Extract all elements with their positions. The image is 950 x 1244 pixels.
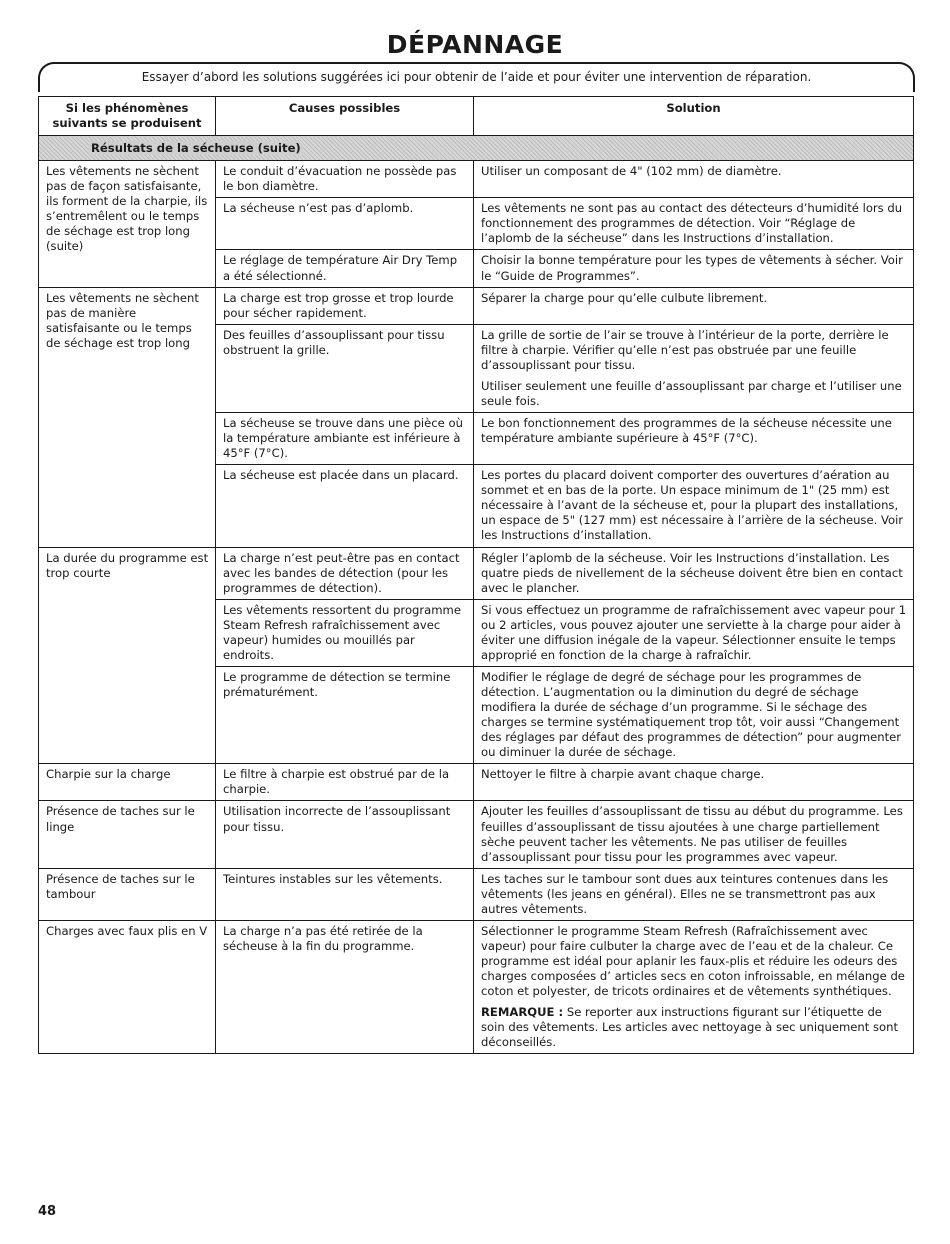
section-title: Résultats de la sécheuse (suite)	[91, 140, 301, 155]
solution-cell	[474, 920, 914, 1054]
solution-text: Les vêtements ne sont pas au contact des détecteurs d’humidité lors du fonctionnement des programmes de détection. Voir “Réglage de l’aplomb de la sécheuse” dans les Instructions d’installation.	[481, 201, 903, 246]
solution-text: La grille de sortie de l’air se trouve à l’intérieur de la porte, derrière le filtre à charpie. Vérifier qu’elle n’est pas obstruée par une feuille d’assouplissant pour tissu.	[481, 327, 889, 372]
table-header-row	[39, 97, 914, 136]
solution-cell	[474, 666, 914, 763]
solution-cell	[474, 413, 914, 465]
solution-cell	[474, 764, 914, 801]
solution-text: Utiliser seulement une feuille d’assouplissant par charge et l’utiliser une seule fois.	[481, 378, 902, 408]
solution-text: Nettoyer le filtre à charpie avant chaque charge.	[481, 767, 765, 782]
symptom-cell: Charpie sur la charge	[39, 764, 216, 801]
symptom-cell: Les vêtements ne sèchent pas de façon satisfaisante, ils forment de la charpie, ils s’entremêlent ou le temps de séchage est trop long (suite)	[39, 161, 216, 287]
symptom-cell: Présence de taches sur le linge	[39, 801, 216, 868]
solution-cell	[474, 198, 914, 250]
solution-text: Modifier le réglage de degré de séchage pour les programmes de détection. L’augmentation ou la diminution du degré de séchage modifiera la durée de séchage d’un programme. Si le séchage des charges se termine systématiquement trop tôt, voir aussi “Changement des réglages par défaut des programmes de détection” pour augmenter ou diminuer la durée de séchage.	[481, 669, 902, 760]
solution-cell	[474, 324, 914, 412]
cause-cell: La sécheuse n’est pas d’aplomb.	[216, 198, 474, 250]
table-row	[39, 868, 914, 920]
page-title: DÉPANNAGE	[386, 30, 564, 59]
section-title-cell	[39, 136, 914, 161]
header-cause: Causes possibles	[216, 97, 474, 136]
cause-cell: Le programme de détection se termine prématurément.	[216, 666, 474, 763]
cause-cell: Le réglage de température Air Dry Temp a été sélectionné.	[216, 250, 474, 287]
table-row	[39, 547, 914, 599]
cause-cell: La sécheuse est placée dans un placard.	[216, 465, 474, 547]
solution-text: Les taches sur le tambour sont dues aux teintures contenues dans les vêtements (les jeans en général). Elles ne se transmettront pas aux autres vêtements.	[481, 871, 889, 916]
cause-cell: La charge est trop grosse et trop lourde pour sécher rapidement.	[216, 287, 474, 324]
table-row	[39, 161, 914, 198]
table-row	[39, 764, 914, 801]
cause-cell: Des feuilles d’assouplissant pour tissu obstruent la grille.	[216, 324, 474, 412]
symptom-cell: Présence de taches sur le tambour	[39, 868, 216, 920]
troubleshooting-table	[38, 96, 914, 1054]
solution-text: Choisir la bonne température pour les types de vêtements à sécher. Voir le “Guide de Programmes”.	[481, 253, 903, 283]
table-row	[39, 801, 914, 868]
symptom-cell: La durée du programme est trop courte	[39, 547, 216, 764]
cause-cell: Utilisation incorrecte de l’assouplissant pour tissu.	[216, 801, 474, 868]
table-row	[39, 920, 914, 1054]
header-solution: Solution	[474, 97, 914, 136]
cause-cell: La charge n’a pas été retirée de la sécheuse à la fin du programme.	[216, 920, 474, 1054]
solution-cell	[474, 250, 914, 287]
solution-text: Ajouter les feuilles d’assouplissant de tissu au début du programme. Les feuilles d’assouplissant de tissu ajoutées à une charge partiellement sèche peuvent tacher les vêtements. Ne pas utiliser de feuilles d’assouplissant pour tissu pour les programmes avec vapeur.	[481, 804, 903, 864]
cause-cell: Teintures instables sur les vêtements.	[216, 868, 474, 920]
cause-cell: La sécheuse se trouve dans une pièce où la température ambiante est inférieure à 45°F (7°C).	[216, 413, 474, 465]
solution-text: Si vous effectuez un programme de rafraîchissement avec vapeur pour 1 ou 2 articles, vous pouvez ajouter une serviette à la charge pour aider à éviter une diffusion inégale de la vapeur. Sélectionner ensuite le temps approprié en fonction de la charge à rafraîchir.	[481, 602, 907, 662]
solution-cell	[474, 465, 914, 547]
solution-cell	[474, 599, 914, 666]
symptom-cell: Charges avec faux plis en V	[39, 920, 216, 1054]
cause-cell: Le conduit d’évacuation ne possède pas le bon diamètre.	[216, 161, 474, 198]
remarque-note	[481, 1005, 907, 1050]
cause-cell: Le filtre à charpie est obstrué par de la charpie.	[216, 764, 474, 801]
cause-cell: Les vêtements ressortent du programme Steam Refresh rafraîchissement avec vapeur) humides ou mouillés par endroits.	[216, 599, 474, 666]
solution-cell	[474, 801, 914, 868]
solution-text: Utiliser un composant de 4" (102 mm) de diamètre.	[481, 164, 782, 179]
remarque-text: Se reporter aux instructions figurant sur l’étiquette de soin des vêtements. Les articles avec nettoyage à sec uniquement sont déconseillés.	[481, 1005, 898, 1050]
section-row	[39, 136, 914, 161]
solution-cell	[474, 161, 914, 198]
page-number: 48	[38, 1204, 57, 1219]
solution-text: Sélectionner le programme Steam Refresh (Rafraîchissement avec vapeur) pour faire culbuter la charge avec de l’eau et de la chaleur. Ce programme est idéal pour aplanir les faux-plis et réduire les odeurs des charges composées d’ articles secs en coton infroissable, en mélange de coton et polyester, de tricots ordinaires et de vêtements synthétiques.	[481, 923, 905, 999]
intro-text: Essayer d’abord les solutions suggérées ici pour obtenir de l’aide et pour éviter une intervention de réparation.	[141, 70, 812, 84]
solution-text: Les portes du placard doivent comporter des ouvertures d’aération au sommet et en bas de la porte. Un espace minimum de 1" (25 mm) est nécessaire à l’avant de la sécheuse et, pour la plupart des installations, un espace de 5" (127 mm) est nécessaire à l’arrière de la sécheuse. Voir les Instructions d’installation.	[481, 468, 904, 543]
cause-cell: La charge n’est peut-être pas en contact avec les bandes de détection (pour les programmes de détection).	[216, 547, 474, 599]
remarque-label: REMARQUE :	[481, 1005, 564, 1020]
solution-cell	[474, 868, 914, 920]
solution-text: Régler l’aplomb de la sécheuse. Voir les Instructions d’installation. Les quatre pieds de nivellement de la sécheuse doivent être bien en contact avec le plancher.	[481, 550, 903, 595]
solution-cell	[474, 287, 914, 324]
symptom-cell: Les vêtements ne sèchent pas de manière satisfaisante ou le temps de séchage est trop long	[39, 287, 216, 547]
solution-text: Le bon fonctionnement des programmes de la sécheuse nécessite une température ambiante supérieure à 45°F (7°C).	[481, 416, 892, 446]
header-symptom: Si les phénomènes suivants se produisent	[39, 97, 216, 136]
solution-cell	[474, 547, 914, 599]
solution-text: Séparer la charge pour qu’elle culbute librement.	[481, 290, 768, 305]
table-row	[39, 287, 914, 324]
